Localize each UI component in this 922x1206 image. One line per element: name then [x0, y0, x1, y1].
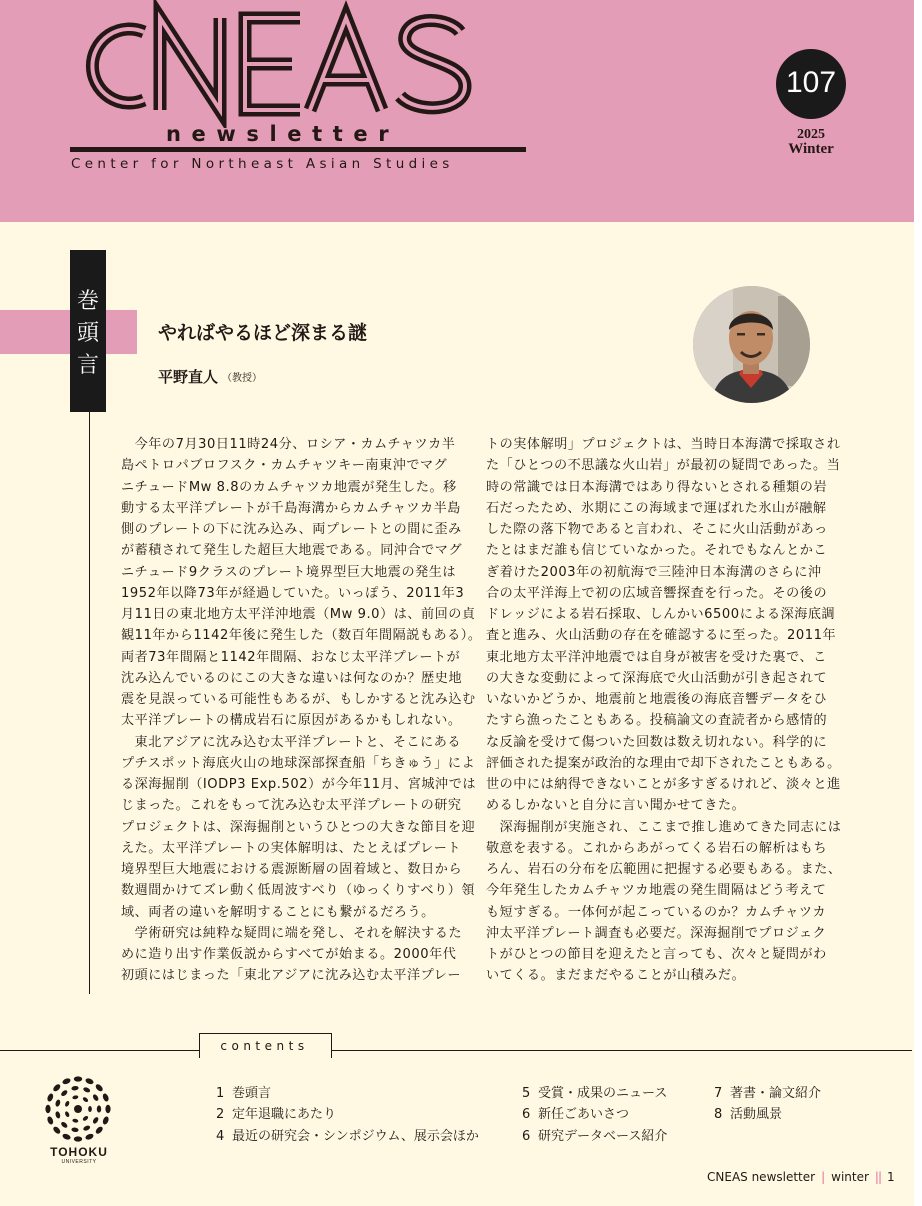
- emblem-leaf: [72, 1095, 79, 1100]
- article-line: ろん、岩石の分布を広範囲に把握する必要もある。また、: [486, 862, 842, 877]
- author-line: [158, 366, 262, 387]
- article-column-left: [121, 434, 482, 987]
- article-line: ニチュードMw 8.8のカムチャツカ地震が発生した。移: [121, 479, 457, 495]
- article-line: 域、両者の違いを解明することにも繋がるだろう。: [121, 904, 435, 920]
- toc-item[interactable]: 6 研究データベース紹介: [522, 1129, 668, 1144]
- logo-text: CNEAS: [60, 0, 64, 1]
- article-line: る深海掘削（IODP3 Exp.502）が今年11月、宮城沖では: [121, 777, 476, 792]
- article-line: 深海掘削が実施され、ここまで推し進めてきた同志には: [486, 819, 842, 835]
- emblem-leaf: [102, 1093, 110, 1103]
- section-tab: [70, 250, 106, 412]
- emblem-leaf: [62, 1133, 72, 1141]
- article-line: トがひとつの節目を迎えたと言っても、次々と疑問がわ: [486, 947, 827, 962]
- article-line: 両者73年間隔と1142年間隔、おなじ太平洋プレートが: [121, 649, 461, 665]
- emblem-leaf: [52, 1125, 62, 1135]
- article-title: やればやるほど深まる謎: [158, 322, 368, 344]
- article-line: 時の常識では日本海溝ではあり得ないとされる種類の岩: [486, 479, 828, 495]
- article-line: 評価された提案が政治的な理由で却下されたこともある。: [486, 755, 841, 771]
- section-tab-char: 頭: [76, 321, 99, 346]
- issue-season: Winter: [788, 141, 834, 157]
- article-line: ニチュード9クラスのプレート境界型巨大地震の発生は: [121, 564, 457, 580]
- article-column-right: [486, 434, 842, 987]
- article-line: 観11年から1142年後に発生した（数百年間隔説もある）。: [121, 628, 482, 644]
- center-name: Center for Northeast Asian Studies: [71, 156, 454, 172]
- article-line: めに造り出す作業仮説からすべてが始まる。2000年代: [121, 947, 457, 962]
- toc-item[interactable]: 5 受賞・成果のニュース: [522, 1086, 668, 1101]
- emblem-leaf: [64, 1111, 70, 1118]
- article-line: も短すぎる。一体何が起こっているのか？カムチャツカ: [486, 904, 827, 920]
- article-line: 敬意を表する。これからあがってくる岩石の解析はもち: [486, 840, 828, 856]
- article-line: が蓄積されて発生した超巨大地震である。同沖合でマグ: [121, 543, 463, 559]
- emblem-leaf: [72, 1118, 79, 1123]
- emblem-leaf: [102, 1116, 110, 1126]
- section-accent-bar: [0, 310, 137, 354]
- article-line: たとはまだ誰も信じていなかった。それでもなんとかこ: [486, 543, 828, 559]
- article-line: いないかどうか、地震前と地震後の海底音響データをひ: [486, 692, 828, 707]
- footer-page-number: 1: [887, 1170, 895, 1184]
- emblem-leaf: [94, 1125, 104, 1135]
- toc-item[interactable]: 6 新任ごあいさつ: [522, 1107, 630, 1122]
- emblem-leaf: [64, 1100, 70, 1107]
- emblem-leaf: [82, 1115, 89, 1122]
- article-line: ぎ着けた2003年の初航海で三陸沖日本海溝のさらに沖: [486, 564, 822, 580]
- issue-number-badge: 107: [776, 49, 846, 119]
- article-line: えた。太平洋プレートの実体解明は、たとえばプレート: [121, 840, 462, 856]
- footer-season: winter: [831, 1170, 869, 1184]
- article-line: 東北アジアに沈み込む太平洋プレートと、そこにある: [121, 734, 462, 750]
- emblem-leaf: [74, 1136, 82, 1141]
- emblem-leaf: [74, 1076, 82, 1081]
- toc-item[interactable]: 7 著書・論文紹介: [714, 1086, 822, 1101]
- article-line: 震を見誤っている可能性もあるが、もしかすると沈み込む: [121, 692, 476, 707]
- emblem-leaf: [88, 1106, 92, 1112]
- article-line: 1952年以降73年が経過していた。いっぽう、2011年3: [121, 585, 465, 601]
- article-line: 側のプレートの下に沈み込み、両プレートとの間に歪み: [121, 522, 462, 537]
- article-line: の大きな変動によって深海底で火山活動が引き起されて: [486, 670, 828, 686]
- article-line: 合の太平洋海上で初の広域音響探査を行った。その後の: [486, 585, 828, 601]
- emblem-leaf: [85, 1077, 95, 1085]
- emblem-leaf: [60, 1089, 68, 1097]
- article-line: 今年の7月30日11時24分、ロシア・カムチャツカ半: [121, 437, 456, 452]
- margin-rule: [89, 412, 90, 994]
- newsletter-subtitle: newsletter: [166, 122, 400, 146]
- emblem-leaf: [46, 1093, 54, 1103]
- article-line: めるしかないと自分に言い聞かせてきた。: [486, 798, 746, 814]
- toc-item[interactable]: 2 定年退職にあたり: [216, 1107, 337, 1122]
- emblem-leaf: [62, 1077, 72, 1085]
- article-line: 石だったため、氷期にこの海域まで運ばれた氷山が融解: [486, 500, 827, 516]
- emblem-leaf: [46, 1116, 54, 1126]
- author-role: （教授）: [222, 373, 263, 384]
- article-line: た「ひとつの不思議な火山岩」が最初の疑問であった。当: [486, 458, 841, 474]
- article-line: 沈み込んでいるのにこの大きな違いは何なのか？歴史地: [121, 670, 463, 686]
- issue-year: 2025: [797, 127, 825, 142]
- emblem-leaf: [55, 1111, 61, 1119]
- toc-item[interactable]: 4 最近の研究会・シンポジウム、展示会ほか: [216, 1129, 479, 1144]
- article-line: 月11日の東北地方太平洋沖地震（Mw 9.0）は、前回の貞: [121, 607, 476, 622]
- author-name: 平野直人: [158, 368, 219, 386]
- article-line: ドレッジによる岩石採取、しんかい6500による深海底調: [486, 607, 836, 622]
- article-line: 太平洋プレートの構成岩石に原因があるかもしれない。: [121, 713, 462, 729]
- article-line: 東北地方太平洋沖地震では自身が被害を受けた裏で、こ: [486, 649, 827, 665]
- article-line: たすら漁ったこともある。投稿論文の査読者から感情的: [486, 713, 828, 729]
- emblem-leaf: [71, 1085, 79, 1090]
- contents-rule: [0, 1050, 912, 1051]
- emblem-leaf: [92, 1093, 100, 1101]
- logo-rule: [70, 147, 526, 152]
- article-line: 沖太平洋プレート調査も必要だ。深海掘削でプロジェク: [486, 925, 827, 941]
- article-line: 初頭にはじまった「東北アジアに沈み込む太平洋プレー: [121, 968, 462, 984]
- emblem-leaf: [97, 1105, 101, 1112]
- article-line: 今年発生したカムチャツカ地震の発生間隔はどう考えて: [486, 883, 827, 899]
- contents-label: contents: [220, 1039, 309, 1053]
- emblem-leaf: [83, 1086, 91, 1093]
- emblem-leaf: [60, 1121, 68, 1129]
- tohoku-university-emblem-icon: [42, 1073, 114, 1145]
- cneas-logo: [60, 0, 540, 128]
- university-subname: UNIVERSITY: [61, 1159, 97, 1165]
- footer-separator: |: [821, 1170, 826, 1184]
- article-line: 動する太平洋プレートが千島海溝からカムチャツカ半島: [121, 500, 461, 516]
- university-name: TOHOKU: [50, 1145, 108, 1159]
- article-line: 世の中には納得できないことが多すぎるけれど、淡々と進: [486, 777, 841, 792]
- emblem-leaf: [82, 1096, 89, 1103]
- article-line: 境界型巨大地震における震源断層の固着域と、数日から: [121, 862, 463, 877]
- footer-separator: ||: [874, 1170, 881, 1184]
- emblem-leaf: [105, 1105, 110, 1113]
- emblem-leaf: [55, 1099, 61, 1107]
- article-line: トの実体解明」プロジェクトは、当時日本海溝で採取され: [486, 437, 841, 452]
- article-line: した際の落下物であると言われ、そこに火山活動があっ: [486, 522, 828, 537]
- footer-publication: CNEAS newsletter: [707, 1170, 816, 1184]
- article-line: 島ペトロパブロフスク・カムチャツキー南東沖でマグ: [121, 458, 448, 474]
- page-edge: [914, 0, 922, 1206]
- emblem-leaf: [52, 1083, 62, 1093]
- emblem-leaf: [94, 1083, 104, 1093]
- article-line: 数週間かけてズレ動く低周波すべり（ゆっくりすべり）領: [121, 883, 476, 899]
- author-portrait-icon: [693, 286, 810, 403]
- article-line: いてくる。まだまだやることが山積みだ。: [486, 968, 746, 984]
- article-line: 査と進み、火山活動の存在を確認するに至った。2011年: [486, 628, 837, 644]
- emblem-leaf: [92, 1116, 100, 1124]
- emblem-leaf: [83, 1125, 91, 1132]
- emblem-leaf: [45, 1105, 50, 1113]
- article-line: 学術研究は純粋な疑問に端を発し、それを解決するた: [121, 925, 463, 941]
- article-line: プロジェクトは、深海掘削というひとつの大きな節目を迎: [121, 819, 476, 835]
- page-footer: [707, 1170, 895, 1184]
- toc-item[interactable]: 1 巻頭言: [216, 1086, 272, 1101]
- article-line: じまった。これをもって沈み込む太平洋プレートの研究: [121, 798, 462, 814]
- article-line: な反論を受けて傷ついた回数は数え切れない。科学的に: [486, 734, 828, 750]
- section-tab-char: 巻: [76, 289, 99, 314]
- toc-item[interactable]: 8 活動風景: [714, 1107, 783, 1122]
- emblem-leaf: [85, 1133, 95, 1141]
- emblem-leaf: [71, 1127, 79, 1132]
- article-line: プチスポット海底火山の地球深部探査船「ちきゅう」によ: [121, 755, 476, 771]
- section-tab-char: 言: [76, 353, 99, 378]
